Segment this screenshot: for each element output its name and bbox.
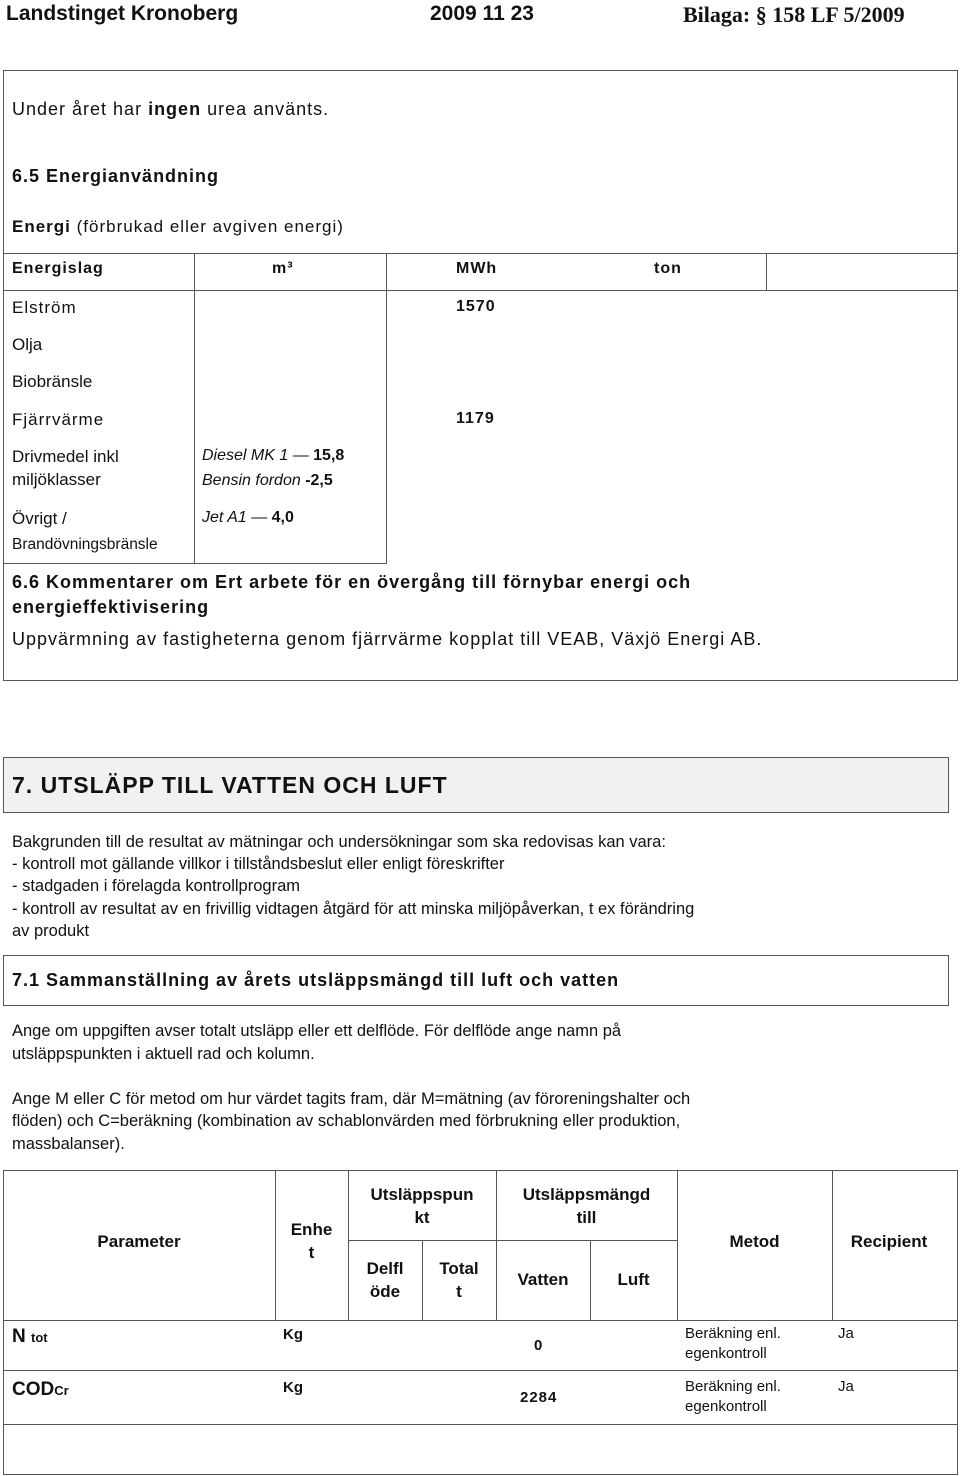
energy-row-drivmedel-item-1: Diesel MK 1 — 15,8 xyxy=(202,447,345,464)
section7-intro-line-5: av produkt xyxy=(12,922,90,940)
emtable-header-partial-2: öde xyxy=(369,1282,401,1301)
emtable-header-parameter: Parameter xyxy=(97,1232,181,1251)
emtable-header-total-2: t xyxy=(456,1282,462,1301)
energy-col-sep-2 xyxy=(386,253,387,563)
emtable-row-2-param: CODCr xyxy=(12,1379,69,1400)
energy-col-sep-1 xyxy=(194,253,195,563)
header-date: 2009 11 23 xyxy=(430,2,534,25)
emtable-header-amount-1: Utsläppsmängd xyxy=(522,1185,651,1204)
energy-row-fjarrvarme-mwh: 1179 xyxy=(456,410,495,427)
energy-row-ovrigt-label-1: Övrigt / xyxy=(12,509,67,528)
energy-col-header-ton: ton xyxy=(654,260,682,277)
emtable-header-bottom xyxy=(3,1320,958,1321)
section7-para2-line-2: flöden) och C=beräkning (kombination av schablonvärden med förbrukning eller produktion, xyxy=(12,1112,681,1130)
comments-text: Uppvärmning av fastigheterna genom fjärrvärme kopplat till VEAB, Växjö Energi AB. xyxy=(12,629,763,649)
emtable-row-1-recipient: Ja xyxy=(838,1325,854,1342)
energy-subtitle: Energi (förbrukad eller avgiven energi) xyxy=(12,217,344,236)
emtable-header-point-2: kt xyxy=(414,1208,430,1227)
emtable-row-1-method-2: egenkontroll xyxy=(685,1345,767,1362)
section7-para1-line-1: Ange om uppgiften avser totalt utsläpp eller ett delflöde. För delflöde ange namn på xyxy=(12,1022,622,1040)
energy-row-ovrigt-item-1: Jet A1 — 4,0 xyxy=(202,509,294,526)
section7-para2-line-3: massbalanser). xyxy=(12,1135,125,1153)
comments-title-line-2: energieffektivisering xyxy=(12,597,210,617)
emtable-row-2-recipient: Ja xyxy=(838,1378,854,1395)
emtable-subheader-line xyxy=(348,1240,677,1241)
emtable-row-1-unit: Kg xyxy=(283,1326,303,1343)
urea-text: Under året har ingen urea använts. xyxy=(12,99,330,119)
energy-row-drivmedel-label-1: Drivmedel inkl xyxy=(12,447,119,466)
header-appendix: Bilaga: § 158 LF 5/2009 xyxy=(683,2,905,27)
energy-row-drivmedel-label-2: miljöklasser xyxy=(12,470,101,489)
energy-row-ovrigt-label-2: Brandövningsbränsle xyxy=(12,536,158,553)
energy-col-header-m3: m³ xyxy=(272,260,294,277)
energy-row-elstrom-mwh: 1570 xyxy=(456,298,496,315)
emtable-header-water: Vatten xyxy=(517,1270,569,1289)
emtable-row-2-method-1: Beräkning enl. xyxy=(685,1378,781,1395)
emtable-header-total-1: Total xyxy=(439,1259,479,1278)
section7-intro-line-2: - kontroll mot gällande villkor i tillståndsbeslut eller enligt föreskrifter xyxy=(12,855,505,873)
header-org: Landstinget Kronoberg xyxy=(6,2,239,25)
energy-row-olja-label: Olja xyxy=(12,335,43,354)
section7-1-title: 7.1 Sammanställning av årets utsläppsmängd till luft och vatten xyxy=(12,970,620,990)
energy-col-header-mwh: MWh xyxy=(456,260,498,277)
section7-title: 7. UTSLÄPP TILL VATTEN OCH LUFT xyxy=(12,772,448,798)
energy-col-header-type: Energislag xyxy=(12,260,104,277)
energy-table-bottom-line xyxy=(3,563,387,564)
emtable-header-unit-1: Enhe xyxy=(290,1220,333,1239)
emtable-row-2-method-2: egenkontroll xyxy=(685,1398,767,1415)
emtable-row-1-method-1: Beräkning enl. xyxy=(685,1325,781,1342)
energy-table-top-line xyxy=(3,253,958,254)
energy-col-sep-3 xyxy=(766,253,767,290)
emtable-row2-bottom xyxy=(3,1424,958,1425)
emtable-header-method: Metod xyxy=(729,1232,780,1251)
emtable-header-point-1: Utsläppspun xyxy=(370,1185,474,1204)
energy-section-title: 6.5 Energianvändning xyxy=(12,166,220,186)
energy-row-biobransle-label: Biobränsle xyxy=(12,372,93,391)
emtable-row-1-water: 0 xyxy=(534,1337,543,1354)
emtable-row1-bottom xyxy=(3,1370,958,1371)
energy-row-elstrom-label: Elström xyxy=(12,298,77,317)
emtable-row-2-water: 2284 xyxy=(520,1389,558,1406)
page-header xyxy=(0,0,960,32)
section7-intro-line-4: - kontroll av resultat av en frivillig vidtagen åtgärd för att minska miljöpåverkan, t ex förändring xyxy=(12,900,695,918)
section7-para2-line-1: Ange M eller C för metod om hur värdet tagits fram, där M=mätning (av föroreningshalter och xyxy=(12,1090,691,1108)
emtable-header-air: Luft xyxy=(617,1270,650,1289)
emtable-header-partial-1: Delfl xyxy=(366,1259,404,1278)
comments-title-line-1: 6.6 Kommentarer om Ert arbete för en övergång till förnybar energi och xyxy=(12,572,692,592)
emtable-row-2-unit: Kg xyxy=(283,1379,303,1396)
emtable-header-amount-2: till xyxy=(576,1208,597,1227)
emtable-header-unit-2: t xyxy=(308,1243,315,1262)
energy-row-fjarrvarme-label: Fjärrvärme xyxy=(12,410,105,429)
section7-para1-line-2: utsläppspunkten i aktuell rad och kolumn. xyxy=(12,1045,315,1063)
section7-intro-line-1: Bakgrunden till de resultat av mätningar och undersökningar som ska redovisas kan vara: xyxy=(12,833,666,851)
section7-intro-line-3: - stadgaden i förelagda kontrollprogram xyxy=(12,877,301,895)
energy-table-header-line xyxy=(3,290,958,291)
emtable-row-1-param: N tot xyxy=(12,1326,48,1347)
energy-row-drivmedel-item-2: Bensin fordon -2,5 xyxy=(202,472,333,489)
emtable-header-recipient: Recipient xyxy=(850,1232,928,1251)
